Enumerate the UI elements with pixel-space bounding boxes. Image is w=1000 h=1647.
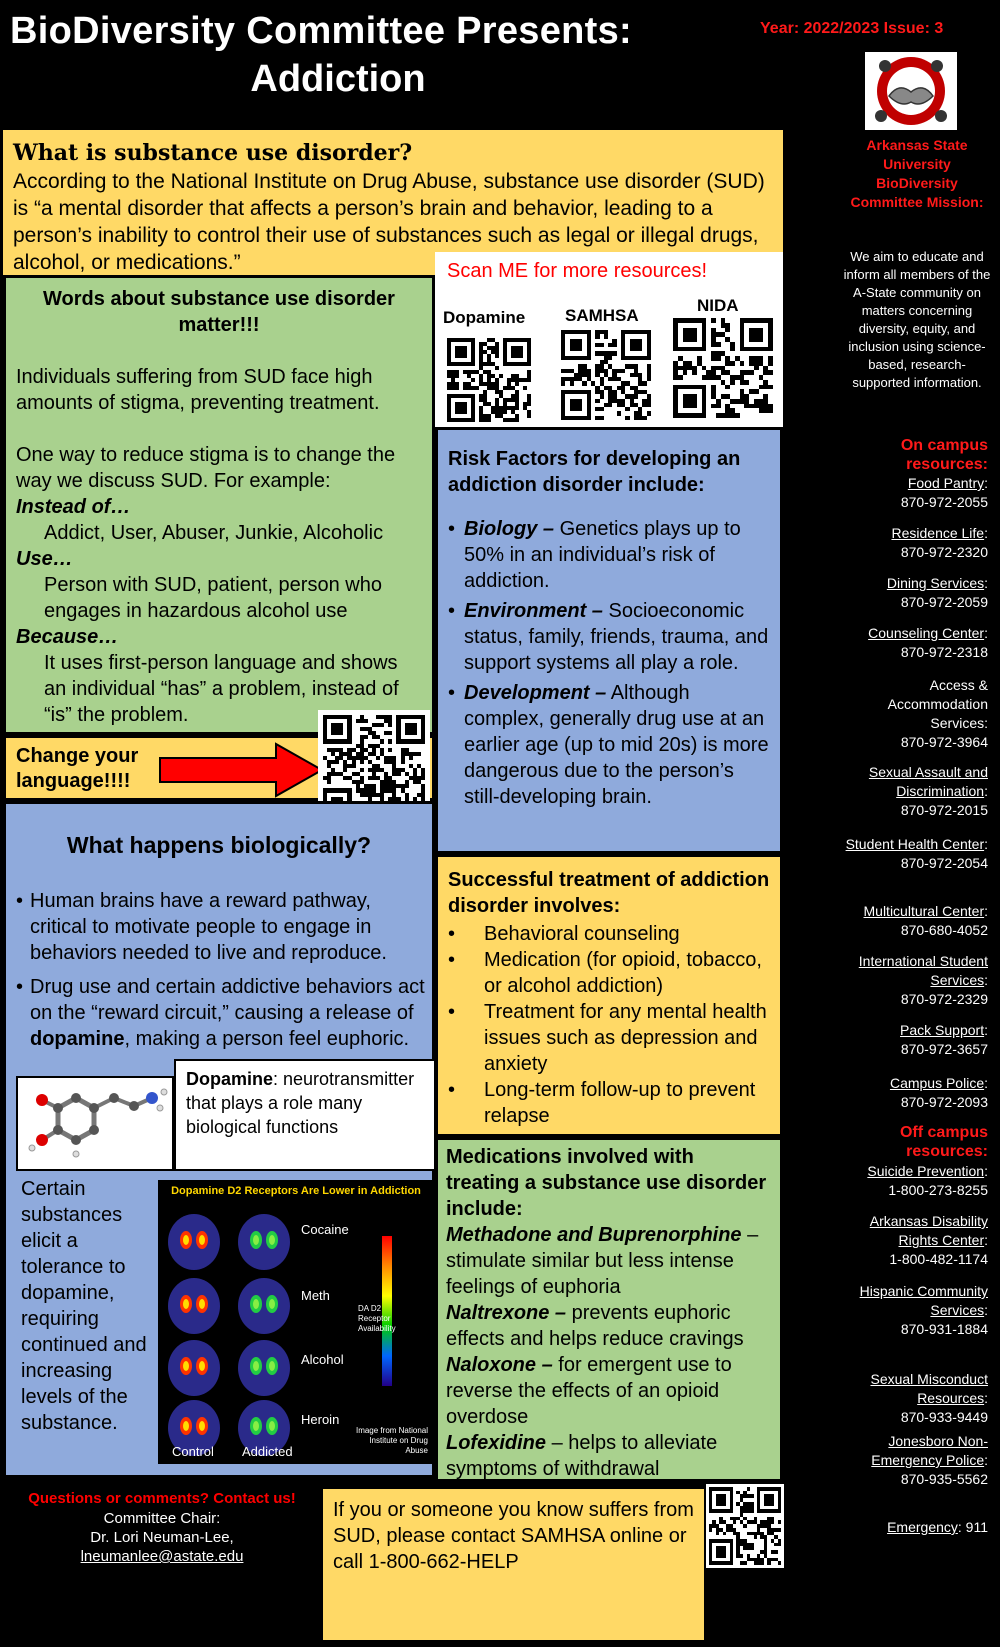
risk-list (448, 516, 770, 810)
biology-bullets (16, 888, 426, 1052)
treatment-item: • Long-term follow-up to prevent relapse (448, 1077, 770, 1129)
med-item-methadone (446, 1222, 772, 1300)
resource-name-link[interactable]: International Student Services (858, 953, 988, 988)
contact-footer (3, 1482, 321, 1647)
row-label-alcohol: Alcohol (301, 1352, 344, 1367)
qr-label-nida: NIDA (697, 296, 739, 315)
off-campus-title: Off campus resources: (899, 1124, 988, 1160)
sidebar (826, 130, 1000, 1647)
resource-colon: : (984, 1075, 988, 1091)
resource-item (828, 524, 988, 562)
scan-resources-panel (435, 252, 783, 427)
med-item-naltrexone (446, 1300, 772, 1352)
resource-colon: : (984, 1302, 988, 1318)
resource-phone: 870-933-9449 (900, 1409, 988, 1425)
resource-name-link[interactable]: Hispanic Community Services (859, 1283, 988, 1318)
resource-colon: : (957, 1519, 962, 1535)
resource-name-link[interactable]: Multicultural Center (863, 903, 985, 919)
issue-label: Year: 2022/2023 Issue: 3 (760, 20, 944, 37)
resource-item (828, 952, 988, 1009)
med-item-naloxone (446, 1352, 772, 1430)
brain-scan-image (158, 1180, 434, 1464)
resource-name-link[interactable]: Food Pantry (907, 475, 985, 491)
resource-item (828, 1370, 988, 1427)
sud-heading: What is substance use disorder? (13, 140, 413, 166)
resource-colon: : (984, 972, 988, 988)
resource-phone: 870-680-4052 (900, 922, 988, 938)
biology-heading: What happens biologically? (66, 832, 372, 858)
help-panel (321, 1487, 706, 1642)
row-label-meth: Meth (301, 1288, 330, 1303)
image-credit: Image from National Institute on Drug Abuse (355, 1426, 428, 1455)
biology-bullet-2-text (30, 974, 426, 1052)
med-term-lofexidine: Lofexidine (446, 1432, 547, 1454)
resource-colon: : (984, 1232, 988, 1248)
resource-phone: 1-800-482-1174 (889, 1251, 988, 1267)
chair-email-link[interactable]: lneumanlee@astate.edu (80, 1548, 244, 1565)
resource-phone: 870-972-2329 (900, 991, 988, 1007)
words-paragraph-1: Individuals suffering from SUD face high amounts of stigma, preventing treatment. (16, 366, 380, 414)
row-label-heroin: Heroin (301, 1412, 340, 1427)
scan-title: Scan ME for more resources! (447, 260, 708, 282)
med-term-methadone: Methadone and Buprenorphine (446, 1224, 742, 1246)
resource-item (828, 902, 988, 940)
risk-term-environment: Environment – (464, 600, 603, 622)
medications-panel (435, 1137, 783, 1482)
resource-phone: 870-972-2093 (900, 1094, 988, 1110)
biology-bullet-1: • Human brains have a reward pathway, critical to motivate people to engage in behaviors needed to live and reproduce. (16, 888, 426, 966)
resource-name-link[interactable]: Arkansas Disability Rights Center (869, 1213, 988, 1248)
resource-name-link[interactable]: Campus Police (889, 1075, 985, 1091)
instead-text: Addict, User, Abuser, Junkie, Alcoholic (44, 522, 384, 544)
resource-phone: 870-972-2059 (900, 594, 988, 610)
resource-phone: 870-972-2055 (900, 494, 988, 510)
use-label: Use… (16, 548, 73, 570)
words-matter-panel (3, 275, 435, 735)
resource-item (828, 1021, 988, 1059)
qr-label-dopamine: Dopamine (443, 308, 526, 327)
resource-phone: 870-972-2318 (900, 644, 988, 660)
qr-label-samhsa: SAMHSA (565, 306, 639, 325)
brain-scan (168, 1214, 220, 1270)
brain-scan (238, 1278, 290, 1334)
med-text-naloxone: for emergent use to reverse the effects of an opioid overdose (446, 1354, 732, 1428)
risk-item-biology: • Biology – Genetics plays up to 50% in an individual’s risk of addiction. (448, 518, 741, 592)
use-text: Person with SUD, patient, person who engages in hazardous alcohol use (44, 574, 382, 622)
resource-colon: : (984, 1452, 988, 1468)
biology-bullet-2: • Drug use and certain addictive behaviors act on the “reward circuit,” causing a release of dopamine, making a person feel euphoric. (16, 976, 425, 1050)
resource-colon: : (984, 1022, 988, 1038)
qr-code-samhsa-footer-frame (706, 1484, 784, 1568)
arrow-right-icon (156, 742, 326, 798)
meds-heading: Medications involved with treating a substance use disorder include: (446, 1146, 767, 1220)
resource-name-link: Access & Accommodation Services: (887, 677, 988, 731)
dopamine-term: Dopamine (186, 1069, 274, 1089)
treatment-list (448, 921, 770, 1129)
resource-item (828, 1518, 988, 1537)
chair-name: Dr. Lori Neuman-Lee, (90, 1529, 234, 1546)
med-text-lofexidine: – helps to alleviate symptoms of withdrawal (446, 1432, 718, 1480)
treatment-item-text: Long-term follow-up to prevent relapse (484, 1079, 756, 1127)
treatment-item: • Behavioral counseling (448, 921, 770, 947)
treatment-item-text: Treatment for any mental health issues such as depression and anxiety (484, 1001, 767, 1075)
resource-name-link[interactable]: Suicide Prevention (867, 1163, 985, 1179)
poster-subtitle: Addiction (250, 58, 426, 100)
resource-item (828, 1074, 988, 1112)
brain-scan (238, 1214, 290, 1270)
mission-text: We aim to educate and inform all members of the A-State community on matters concerning diversity, equity, and inclusion using science-based, research-supported information. (843, 249, 991, 390)
treatment-item: • Medication (for opioid, tobacco, or alcohol addiction) (448, 947, 770, 999)
qr-code-dopamine[interactable] (447, 338, 531, 422)
treatment-item-text: Medication (for opioid, tobacco, or alcohol addiction) (484, 949, 762, 997)
med-item-lofexidine (446, 1430, 772, 1482)
mission-title: Arkansas State University BioDiversity Committee Mission: (850, 137, 984, 210)
resource-item (828, 1282, 988, 1339)
resource-colon: : (984, 903, 988, 919)
qr-code-nida[interactable] (673, 318, 773, 418)
resource-phone: 870-972-2320 (900, 544, 988, 560)
contact-heading: Questions or comments? Contact us! (28, 1490, 296, 1507)
resource-name-link[interactable]: Residence Life (891, 525, 985, 541)
risk-item-environment: • Environment – Socioeconomic status, family, friends, trauma, and support systems all play a role. (448, 600, 769, 674)
resource-item (828, 624, 988, 662)
resource-phone: 870-972-2015 (900, 802, 988, 818)
risk-text-environment: Socioeconomic status, family, friends, trauma, and support systems all play a role. (464, 600, 769, 674)
resource-item (828, 1162, 988, 1200)
risk-heading: Risk Factors for developing an addiction disorder include: (448, 448, 741, 496)
poster-title: BioDiversity Committee Presents: (10, 10, 633, 52)
words-heading: Words about substance use disorder matter!!! (43, 288, 395, 336)
resource-phone: 1-800-273-8255 (888, 1182, 988, 1198)
resource-name-link[interactable]: Jonesboro Non-Emergency Police (871, 1433, 988, 1468)
resource-phone: 870-931-1884 (900, 1321, 988, 1337)
risk-item-development: • Development – Although complex, generally drug use at an earlier age (up to mid 20s) is more dangerous due to the person’s still-developing brain. (448, 682, 769, 808)
row-label-cocaine: Cocaine (301, 1222, 349, 1237)
on-campus-title: On campus resources: (900, 437, 988, 473)
resource-phone: 911 (961, 1519, 988, 1535)
dopamine-molecule-image (16, 1076, 174, 1171)
resource-item (828, 474, 988, 512)
scale-label: DA D2 Receptor Availability (358, 1304, 396, 1333)
biology-bullet-1-text: Human brains have a reward pathway, critical to motivate people to engage in behaviors needed to live and reproduce. (30, 890, 387, 964)
resource-item (828, 676, 988, 752)
resource-phone: 870-935-5562 (900, 1471, 988, 1487)
resource-name-link[interactable]: Student Health Center (845, 836, 985, 852)
risk-text-biology: Genetics plays up to 50% in an individual’s risk of addiction. (464, 518, 741, 592)
brain-scan (168, 1278, 220, 1334)
treatment-item-text: Behavioral counseling (484, 923, 680, 945)
resource-item (828, 1432, 988, 1489)
resource-phone: 870-972-3657 (900, 1041, 988, 1057)
brain-scan (238, 1340, 290, 1396)
resource-item (828, 574, 988, 612)
tolerance-text: Certain substances elicit a tolerance to dopamine, requiring continued and increasing levels of the substance. (21, 1178, 147, 1434)
sud-definition-text: According to the National Institute on Drug Abuse, substance use disorder (SUD) is “a mental disorder that affects a person’s brain and behavior, leading to a person’s inability to control their use of substances such as legal or illegal drugs, alcohol, or medications.” (13, 170, 765, 274)
qr-code-samhsa[interactable] (561, 330, 651, 420)
chair-label: Committee Chair: (103, 1510, 221, 1527)
med-term-naltrexone: Naltrexone – (446, 1302, 567, 1324)
resource-name-link[interactable]: Counseling Center (868, 625, 985, 641)
risk-term-development: Development – (464, 682, 607, 704)
dopamine-definition-box (174, 1059, 436, 1171)
resource-colon: : (984, 1163, 988, 1179)
change-language-text: Change your language!!!! (16, 745, 139, 792)
med-term-naloxone: Naloxone – (446, 1354, 553, 1376)
resource-phone: 870-972-3964 (900, 734, 988, 750)
treatment-heading: Successful treatment of addiction disorder involves: (448, 869, 770, 917)
resource-name-link[interactable]: Pack Support (900, 1022, 985, 1038)
qr-code-samhsa-footer[interactable] (709, 1487, 781, 1565)
dopamine-definition: : neurotransmitter that plays a role many biological functions (186, 1069, 415, 1137)
resource-colon: : (984, 475, 988, 491)
med-text-naltrexone: prevents euphoric effects and helps reduce cravings (446, 1302, 744, 1350)
because-label: Because… (16, 626, 119, 648)
resource-colon: : (984, 525, 988, 541)
resource-colon: : (984, 836, 988, 852)
because-text: It uses first-person language and shows an individual “has” a problem, instead of “is” the problem. (44, 652, 399, 726)
bullet-2-pre: Drug use and certain addictive behaviors act on the “reward circuit,” causing a release of (30, 976, 425, 1024)
resource-phone: 870-972-2054 (900, 855, 988, 871)
resource-colon: : (984, 1390, 988, 1406)
treatment-item: • Treatment for any mental health issues such as depression and anxiety (448, 999, 770, 1077)
resource-colon: : (984, 625, 988, 641)
resource-colon: : (984, 783, 988, 799)
bullet-2-post: , making a person feel euphoric. (124, 1028, 410, 1050)
scan-image-title: Dopamine D2 Receptors Are Lower in Addiction (171, 1185, 421, 1197)
col-label-control: Control (172, 1444, 214, 1459)
resource-name-link[interactable]: Emergency (887, 1519, 958, 1535)
biology-panel (3, 801, 435, 1478)
words-paragraph-2: One way to reduce stigma is to change the way we discuss SUD. For example: (16, 444, 396, 492)
treatment-panel (435, 854, 783, 1137)
resource-name-link[interactable]: Dining Services (886, 575, 985, 591)
instead-label: Instead of… (16, 496, 131, 518)
resource-name-link[interactable]: Sexual Misconduct Resources (870, 1371, 988, 1406)
bullet-2-bold: dopamine (30, 1028, 125, 1050)
med-text-methadone: – stimulate similar but less intense feelings of euphoria (446, 1224, 759, 1298)
risk-term-biology: Biology – (464, 518, 555, 540)
resource-name-link[interactable]: Sexual Assault and Discrimination (868, 764, 988, 799)
resource-item (828, 835, 988, 873)
committee-logo (865, 52, 957, 130)
brain-scan (168, 1340, 220, 1396)
resource-item (828, 763, 988, 820)
help-text: If you or someone you know suffers from SUD, please contact SAMHSA online or call 1-800-662-HELP (333, 1499, 694, 1573)
risk-text-development: Although complex, generally drug use at an earlier age (up to mid 20s) is more dangerous due to the person’s still-developing brain. (464, 682, 769, 808)
risk-factors-panel (435, 427, 783, 854)
col-label-addicted: Addicted (242, 1444, 293, 1459)
resource-colon: : (984, 575, 988, 591)
resource-item (828, 1212, 988, 1269)
